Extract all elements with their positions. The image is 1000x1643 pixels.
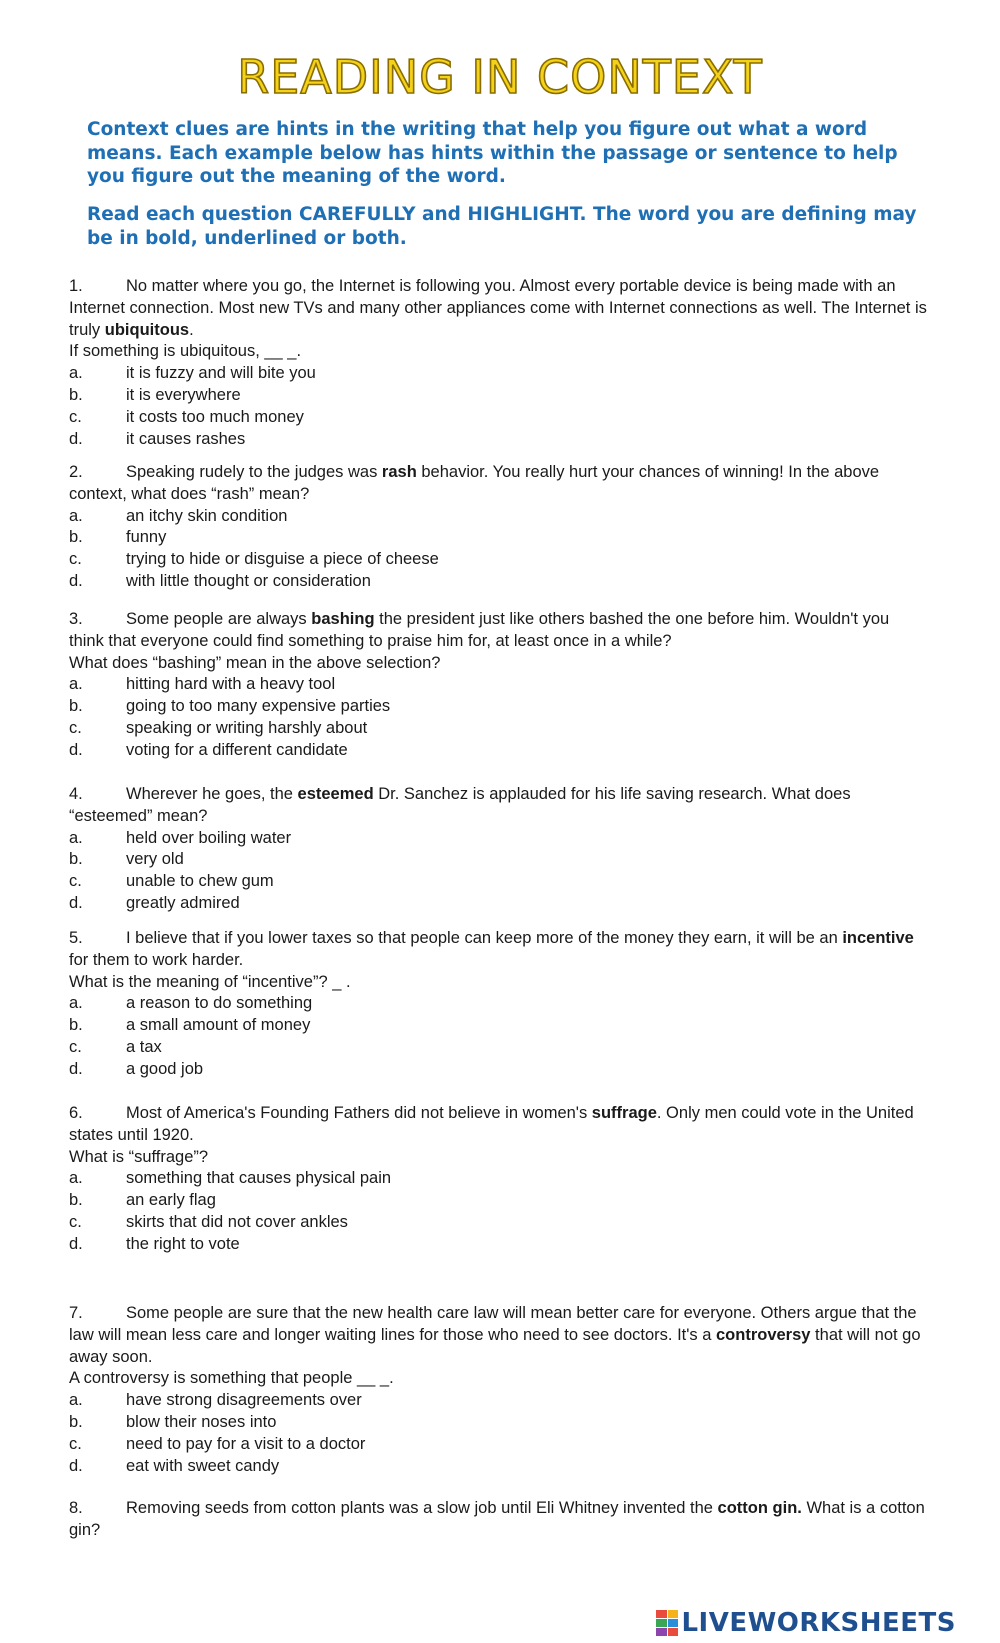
question-prompt: What does “bashing” mean in the above selection? xyxy=(69,653,441,672)
answer-option[interactable] xyxy=(69,385,927,407)
option-text: voting for a different candidate xyxy=(126,740,348,759)
answer-option[interactable] xyxy=(69,1456,927,1478)
option-letter: b. xyxy=(69,1191,83,1210)
question-prompt: If something is ubiquitous, __ _. xyxy=(69,342,302,361)
answer-option[interactable] xyxy=(69,1015,927,1037)
option-letter: b. xyxy=(69,385,83,404)
answer-option[interactable] xyxy=(69,718,927,740)
option-letter: d. xyxy=(69,1456,83,1475)
answer-option[interactable] xyxy=(69,549,927,571)
answer-option[interactable] xyxy=(69,571,927,593)
option-letter: b. xyxy=(69,1412,83,1431)
question-text-after: Dr. Sanchez is applauded for his life saving research. What does “esteemed” mean? xyxy=(69,785,851,825)
option-letter: d. xyxy=(69,1059,83,1078)
option-text: funny xyxy=(126,528,167,547)
question-text xyxy=(69,1303,927,1368)
question-text-before: Most of America's Founding Fathers did not believe in women's xyxy=(126,1104,592,1122)
option-letter: a. xyxy=(69,364,83,383)
option-text: skirts that did not cover ankles xyxy=(126,1212,348,1231)
option-letter: b. xyxy=(69,850,83,869)
option-letter: a. xyxy=(69,506,83,525)
option-text: blow their noses into xyxy=(126,1412,277,1431)
question-5 xyxy=(69,928,927,1081)
target-word: suffrage xyxy=(591,1104,657,1122)
option-letter: c. xyxy=(69,1212,82,1231)
target-word: esteemed xyxy=(297,785,374,803)
option-letter: d. xyxy=(69,1234,83,1253)
option-text: the right to vote xyxy=(126,1234,240,1253)
option-text: eat with sweet candy xyxy=(126,1456,280,1475)
target-word: bashing xyxy=(311,610,375,628)
brand-text: LIVEWORKSHEETS xyxy=(681,1608,956,1638)
answer-option[interactable] xyxy=(69,1234,927,1256)
answer-option[interactable] xyxy=(69,1168,927,1190)
option-text: unable to chew gum xyxy=(126,872,274,891)
question-text-before: I believe that if you lower taxes so that people can keep more of the money they earn, it will be an xyxy=(126,929,843,947)
question-text xyxy=(69,276,927,341)
option-letter: a. xyxy=(69,828,83,847)
question-4 xyxy=(69,784,927,915)
question-text-before: Wherever he goes, the xyxy=(126,785,298,803)
answer-option[interactable] xyxy=(69,696,927,718)
answer-option[interactable] xyxy=(69,828,927,850)
question-2 xyxy=(69,462,927,593)
question-text xyxy=(69,928,927,972)
target-word: incentive xyxy=(842,929,914,947)
question-text-before: Removing seeds from cotton plants was a slow job until Eli Whitney invented the xyxy=(126,1499,718,1517)
question-6 xyxy=(69,1103,927,1256)
answer-option[interactable] xyxy=(69,893,927,915)
answer-option[interactable] xyxy=(69,1390,927,1412)
question-prompt: What is the meaning of “incentive”? _ . xyxy=(69,972,351,991)
question-number: 6. xyxy=(69,1104,83,1122)
question-8 xyxy=(69,1498,927,1542)
option-text: very old xyxy=(126,850,184,869)
option-text: it is fuzzy and will bite you xyxy=(126,364,316,383)
answer-option[interactable] xyxy=(69,993,927,1015)
answer-option[interactable] xyxy=(69,506,927,528)
question-text xyxy=(69,1103,927,1147)
option-letter: c. xyxy=(69,550,82,569)
option-text: with little thought or consideration xyxy=(126,571,371,590)
answer-option[interactable] xyxy=(69,1037,927,1059)
question-text xyxy=(69,462,927,506)
answer-option[interactable] xyxy=(69,674,927,696)
option-text: an early flag xyxy=(126,1191,216,1210)
answer-option[interactable] xyxy=(69,1434,927,1456)
answer-option[interactable] xyxy=(69,1190,927,1212)
question-number: 3. xyxy=(69,610,83,628)
option-text: have strong disagreements over xyxy=(126,1391,362,1410)
question-text-after: . xyxy=(189,320,194,339)
answer-option[interactable] xyxy=(69,1212,927,1234)
option-text: it is everywhere xyxy=(126,385,241,404)
question-number: 5. xyxy=(69,929,83,947)
option-text: hitting hard with a heavy tool xyxy=(126,675,336,694)
question-text-before: No matter where you go, the Internet is following you. Almost every portable device is being made with an Internet connection. Most new TVs and many other appliances come with Internet connections as well. The Internet is truly xyxy=(69,277,927,339)
option-letter: d. xyxy=(69,740,83,759)
question-text-after: that will not go away soon. xyxy=(69,1325,921,1366)
option-text: something that causes physical pain xyxy=(126,1169,392,1188)
question-number: 2. xyxy=(69,463,83,481)
option-text: trying to hide or disguise a piece of cheese xyxy=(126,550,439,569)
question-text-after: behavior. You really hurt your chances of winning! In the above context, what does “rash” mean? xyxy=(69,463,880,503)
question-prompt: A controversy is something that people __ _. xyxy=(69,1369,394,1388)
question-number: 8. xyxy=(69,1499,83,1517)
answer-option[interactable] xyxy=(69,849,927,871)
question-text-after: What is a cotton gin? xyxy=(69,1499,925,1539)
question-7 xyxy=(69,1303,927,1477)
option-text: a good job xyxy=(126,1059,204,1078)
footer-brand xyxy=(656,1608,956,1638)
option-text: an itchy skin condition xyxy=(126,506,288,525)
option-text: it costs too much money xyxy=(126,407,304,426)
answer-option[interactable] xyxy=(69,429,927,451)
option-letter: c. xyxy=(69,872,82,891)
intro-paragraph-2: Read each question CAREFULLY and HIGHLIGHT. The word you are defining may be in bold, underlined or both. xyxy=(87,204,917,249)
question-prompt: What is “suffrage”? xyxy=(69,1147,209,1166)
question-text-before: Some people are always xyxy=(126,610,312,628)
answer-option[interactable] xyxy=(69,407,927,429)
question-text-after: for them to work harder. xyxy=(69,950,244,969)
intro-paragraph-1: Context clues are hints in the writing that help you figure out what a word means. Each example below has hints within the passage or sentence to help you figure out the meaning of the word. xyxy=(87,119,898,187)
target-word: rash xyxy=(381,463,417,481)
option-letter: b. xyxy=(69,528,83,547)
question-number: 1. xyxy=(69,277,83,295)
option-letter: d. xyxy=(69,429,83,448)
answer-option[interactable] xyxy=(69,740,927,762)
option-text: held over boiling water xyxy=(126,828,292,847)
question-text xyxy=(69,784,927,828)
question-text xyxy=(69,609,927,653)
option-text: it causes rashes xyxy=(126,429,246,448)
option-letter: a. xyxy=(69,994,83,1013)
answer-option[interactable] xyxy=(69,1412,927,1434)
option-letter: c. xyxy=(69,1434,82,1453)
option-text: need to pay for a visit to a doctor xyxy=(126,1434,366,1453)
option-letter: d. xyxy=(69,571,83,590)
option-letter: a. xyxy=(69,1169,83,1188)
option-text: a tax xyxy=(126,1037,162,1056)
question-text xyxy=(69,1498,927,1542)
option-letter: c. xyxy=(69,407,82,426)
answer-option[interactable] xyxy=(69,871,927,893)
answer-option[interactable] xyxy=(69,1059,927,1081)
question-number: 4. xyxy=(69,785,83,803)
target-word: ubiquitous xyxy=(104,320,190,339)
question-text-before: Speaking rudely to the judges was xyxy=(126,463,382,481)
option-letter: c. xyxy=(69,1037,82,1056)
option-text: a small amount of money xyxy=(126,1016,311,1035)
option-text: speaking or writing harshly about xyxy=(126,718,368,737)
option-text: greatly admired xyxy=(126,893,240,912)
question-number: 7. xyxy=(69,1304,83,1322)
option-letter: b. xyxy=(69,1016,83,1035)
option-text: a reason to do something xyxy=(126,994,313,1013)
target-word: controversy xyxy=(716,1325,811,1344)
liveworksheets-logo-icon xyxy=(656,1610,678,1636)
option-letter: c. xyxy=(69,718,82,737)
question-3 xyxy=(69,609,927,762)
question-text-after: the president just like others bashed the one before him. Wouldn't you think that everyone could find something to praise him for, at least once in a while? xyxy=(69,610,890,650)
answer-option[interactable] xyxy=(69,363,927,385)
question-1 xyxy=(69,276,927,450)
option-letter: a. xyxy=(69,675,83,694)
question-text-after: . Only men could vote in the United states until 1920. xyxy=(69,1104,914,1144)
target-word: cotton gin. xyxy=(717,1499,802,1517)
option-letter: d. xyxy=(69,893,83,912)
option-letter: a. xyxy=(69,1391,83,1410)
answer-option[interactable] xyxy=(69,527,927,549)
question-text-before: Some people are sure that the new health care law will mean better care for everyone. Others argue that the law will mean less care and longer waiting lines for those who need to see doctors. It's a xyxy=(69,1304,917,1344)
option-text: going to too many expensive parties xyxy=(126,697,391,716)
option-letter: b. xyxy=(69,697,83,716)
page-title: READING IN CONTEXT xyxy=(237,50,763,104)
